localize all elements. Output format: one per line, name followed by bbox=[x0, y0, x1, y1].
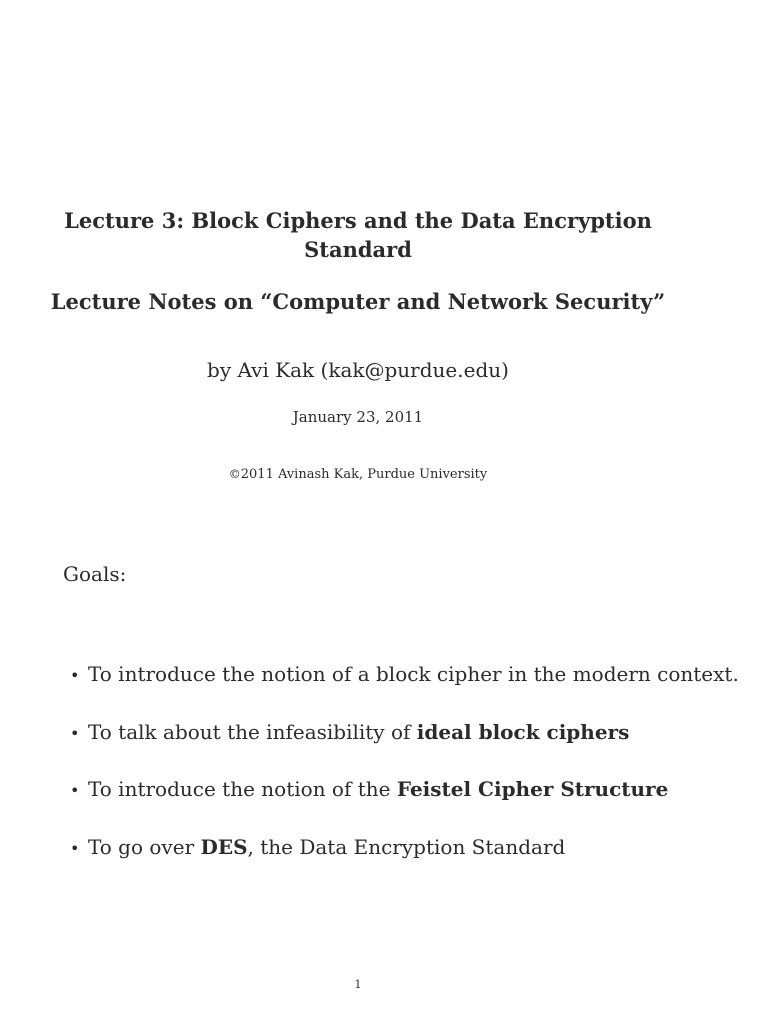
goal-text-plain: To talk about the infeasibility of bbox=[88, 719, 417, 744]
copyright-icon: © bbox=[228, 467, 241, 481]
goal-text-plain: To introduce the notion of the bbox=[88, 777, 397, 801]
lecture-subtitle: Lecture Notes on “Computer and Network Security” bbox=[50, 289, 666, 314]
bullet-icon: • bbox=[70, 781, 80, 800]
goal-text-bold: Feistel Cipher Structure bbox=[396, 777, 669, 801]
goal-item bbox=[70, 660, 750, 718]
copyright-line bbox=[0, 465, 716, 484]
goal-text bbox=[88, 718, 629, 746]
goal-item bbox=[70, 833, 750, 891]
goal-item bbox=[70, 775, 750, 833]
goal-item bbox=[70, 718, 750, 776]
bullet-icon: • bbox=[70, 838, 80, 858]
goal-text-bold: ideal block ciphers bbox=[416, 719, 630, 744]
goal-text-plain-after: , the Data Encryption Standard bbox=[247, 834, 566, 859]
goals-heading: Goals: bbox=[63, 562, 127, 586]
date-line: January 23, 2011 bbox=[292, 408, 424, 426]
goals-list bbox=[70, 660, 750, 890]
lecture-title: Lecture 3: Block Ciphers and the Data Encryption Standard bbox=[64, 208, 652, 262]
goal-text-plain: To go over bbox=[88, 834, 201, 859]
bullet-icon: • bbox=[70, 723, 80, 743]
copyright-text: 2011 Avinash Kak, Purdue University bbox=[240, 467, 488, 482]
bullet-icon: • bbox=[70, 666, 80, 685]
goal-text-bold: DES bbox=[200, 834, 248, 859]
goal-text bbox=[88, 833, 565, 861]
goal-text bbox=[88, 660, 739, 688]
page-number: 1 bbox=[354, 978, 362, 991]
goal-text-plain: To introduce the notion of a block cipher in the modern context. bbox=[88, 662, 739, 686]
goal-text bbox=[88, 775, 668, 803]
author-line: by Avi Kak (kak@purdue.edu) bbox=[207, 358, 509, 382]
